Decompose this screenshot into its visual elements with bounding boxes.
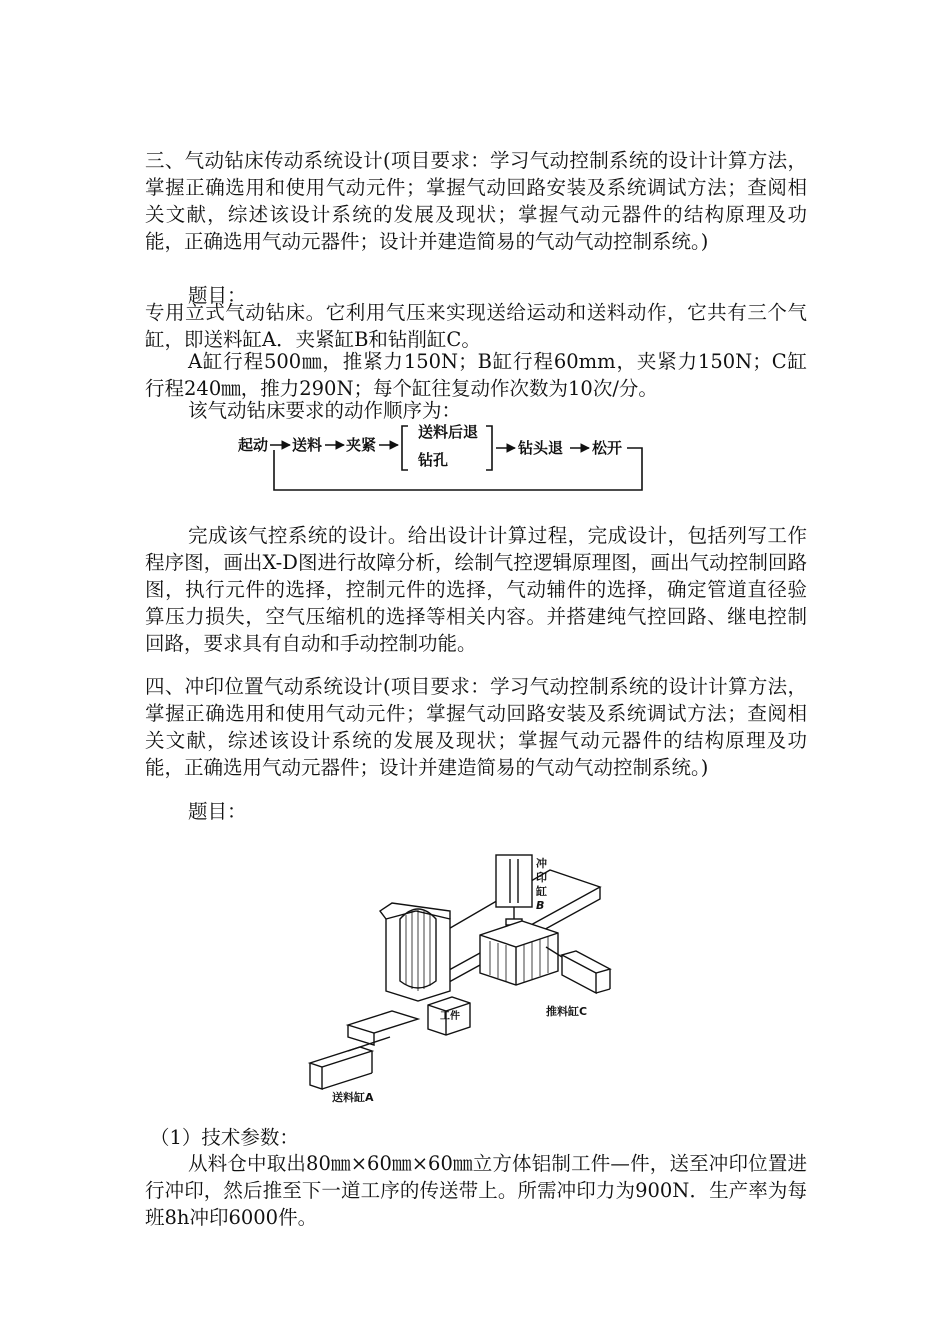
section3-params: A缸行程500㎜，推紧力150N；B缸行程60mm，夹紧力150N；C缸行程240㎜，推力290N；每个缸往复动作次数为10次/分。 — [145, 350, 807, 400]
section3-intro: 专用立式气动钻床。它利用气压来实现送给运动和送料动作，它共有三个气缸，即送料缸A．夹紧缸B和钻削缸C。 — [145, 301, 807, 351]
seq-drill: 钻孔 — [418, 451, 449, 469]
seq-drill-retract: 钻头退 — [518, 439, 564, 457]
right-bracket — [486, 426, 492, 470]
seq-clamp: 夹紧 — [346, 436, 377, 454]
feed-cylinder-label: 送料缸A — [332, 1091, 374, 1104]
seq-start: 起动 — [238, 436, 269, 454]
punch-cylinder-label-1: 冲 — [536, 857, 547, 870]
loop-back-line — [274, 448, 642, 490]
punch-block — [480, 921, 558, 985]
action-sequence-diagram — [230, 420, 660, 498]
section3-sequence-intro: 该气动钻床要求的动作顺序为： — [188, 399, 462, 422]
feed-cylinder — [310, 1047, 372, 1067]
punch-cylinder-label-3: 缸 — [536, 885, 547, 898]
push-cylinder — [562, 951, 610, 973]
params-text: 从料仓中取出80㎜×60㎜×60㎜立方体铝制工件—件，送至冲印位置进行冲印，然后推至下一道工序的传送带上。所需冲印力为900N．生产率为每班8h冲印6000件。 — [145, 1152, 807, 1229]
section4-topic-label: 题目： — [188, 800, 247, 823]
punch-cylinder-label-4: B — [536, 899, 545, 912]
section3-heading: 三、气动钻床传动系统设计(项目要求：学习气动控制系统的设计计算方法，掌握正确选用和使用气动元件；掌握气动回路安装及系统调试方法；查阅相关文献，综述该设计系统的发展及现状；掌握气动元器件的结构原理及功能，正确选用气动元器件；设计并建造简易的气动气动控制系统。) — [145, 149, 807, 253]
punch-cylinder-body — [496, 855, 532, 907]
punch-cylinder-label-2: 印 — [536, 871, 547, 884]
seq-feed-back: 送料后退 — [418, 423, 479, 441]
left-bracket — [402, 426, 408, 470]
seq-feed: 送料 — [292, 436, 323, 454]
stamping-machine-figure — [300, 815, 640, 1105]
params-title: （1）技术参数： — [150, 1126, 299, 1149]
section3-task: 完成该气控系统的设计。给出设计计算过程，完成设计，包括列写工作程序图，画出X-D图进行故障分析，绘制气控逻辑原理图，画出气动控制回路图，执行元件的选择，控制元件的选择，气动辅件的选择，确定管道直径验算压力损失，空气压缩机的选择等相关内容。并搭建纯气控回路、继电控制回路，要求具有自动和手动控制功能。 — [145, 524, 807, 655]
section4-heading: 四、冲印位置气动系统设计(项目要求：学习气动控制系统的设计计算方法，掌握正确选用和使用气动元件；掌握气动回路安装及系统调试方法；查阅相关文献，综述该设计系统的发展及现状；掌握气动元器件的结构原理及功能，正确选用气动元器件；设计并建造简易的气动气动控制系统。) — [145, 675, 807, 779]
seq-release: 松开 — [592, 439, 623, 457]
workpiece-label: 工件 — [440, 1011, 460, 1022]
section3-topic-label: 题目： — [188, 284, 247, 307]
push-cylinder-label: 推料缸C — [546, 1005, 588, 1018]
feed-slide — [348, 1011, 418, 1033]
